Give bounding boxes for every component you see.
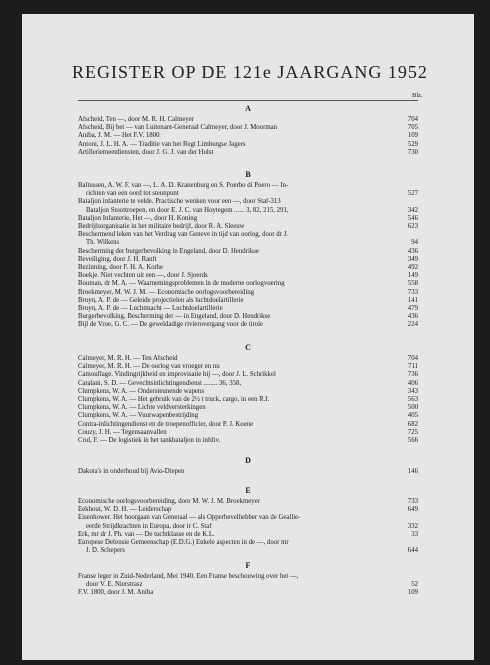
- page-column-label: Blz.: [412, 92, 423, 99]
- entry-text: Burgerbevolking, Bescherming der — in Engeland, door D. Hendrikse: [78, 313, 271, 321]
- entry-text: Eisenhower. Het hoorgaan van Generaal — als Opperbevelhebber van de Geallie-: [78, 514, 301, 522]
- document-page: [22, 14, 474, 660]
- entry-text: Bataljon Infanterie, Het —, door H. Koning: [78, 214, 198, 222]
- section-letter: A: [245, 104, 251, 113]
- index-entry: [78, 305, 418, 313]
- index-entry: [78, 421, 418, 429]
- entry-text: Antoni, J. L. H. A. — Traditie van het Regt Limburgse Jagers: [78, 140, 246, 148]
- entry-page-number: 405: [407, 412, 418, 420]
- entry-text: Bescherming der burgerbevolking in Engeland, door D. Hendrikse: [78, 247, 259, 255]
- entry-text: Franse leger in Zuid-Nederland, Mei 1940. Een Franse beschouwing over het —,: [78, 573, 299, 580]
- section-e: [78, 484, 418, 555]
- header-rule: [78, 100, 418, 101]
- entry-text: Afscheid, Ten —, door M. R. H. Calmeyer: [78, 116, 195, 123]
- index-entry: [78, 124, 418, 132]
- index-entry: [78, 523, 418, 531]
- entry-page-number: 711: [408, 363, 418, 371]
- index-entry: [78, 412, 418, 420]
- index-entry: [78, 280, 418, 288]
- entry-page-number: 343: [407, 387, 418, 395]
- entry-text: Clumpkens, W. A. — Ondersteunende wapens: [78, 387, 205, 395]
- section-d: [78, 454, 418, 476]
- entry-page-number: 529: [407, 140, 418, 148]
- index-entry: [78, 198, 418, 206]
- entry-page-number: 109: [407, 132, 418, 140]
- entry-text: Bataljon infanterie te velde. Practische wenken voor een —, door Staf-313: [78, 198, 281, 206]
- entry-page-number: 623: [407, 223, 418, 231]
- index-entry: [78, 573, 418, 581]
- index-entry: [78, 506, 418, 514]
- index-entry: [78, 514, 418, 522]
- entry-text: Clumpkens, W. A. — Het gebruik van de 2½ t truck, cargo, in een R.I.: [78, 396, 270, 404]
- index-entry: [78, 404, 418, 412]
- index-entry: [78, 313, 418, 321]
- index-entry: [78, 149, 418, 157]
- entry-page-number: 332: [407, 522, 418, 530]
- index-entry: [78, 207, 418, 215]
- section-c: [78, 341, 418, 445]
- entry-text: eerde Strijdkrachten in Europa, door ir C. Staf: [86, 522, 212, 530]
- index-entry: [78, 531, 418, 539]
- section-letter: F: [245, 561, 251, 570]
- entry-page-number: [392, 539, 418, 547]
- entry-page-number: 500: [407, 404, 418, 412]
- entry-text: Camouflage. Vindingrijkheid en improvisatie bij —, door J. L. Schrikkel: [78, 371, 276, 379]
- index-entry: [78, 539, 418, 547]
- section-letter: E: [245, 486, 251, 495]
- index-entry: [78, 589, 418, 597]
- entry-text: Bruyn, A. P. de — Luchtmacht — Luchtdoelartillerie: [78, 305, 223, 313]
- entry-page-number: 109: [407, 589, 418, 597]
- entry-text: door V. E. Nierstrasz: [86, 581, 143, 589]
- entry-page-number: 730: [407, 148, 418, 156]
- entry-page-number: 146: [407, 468, 418, 475]
- index-entry: [78, 289, 418, 297]
- section-letter: B: [245, 170, 251, 179]
- index-entry: [78, 231, 418, 239]
- entry-page-number: 736: [407, 371, 418, 379]
- index-entry: [78, 355, 418, 363]
- entry-page-number: [392, 573, 418, 581]
- section-b: [78, 168, 418, 330]
- entry-text: Clumpkens, W. A. — Lichte veldversterkingen: [78, 404, 206, 412]
- section-letter: C: [245, 343, 251, 352]
- entry-page-number: 33: [411, 530, 418, 538]
- entry-page-number: 406: [407, 379, 418, 387]
- index-entry: [78, 498, 418, 506]
- index-entry: [78, 141, 418, 149]
- entry-page-number: 725: [407, 428, 418, 436]
- index-entry: [78, 239, 418, 247]
- entry-page-number: [392, 231, 418, 239]
- entry-text: Eekhout, W. D. H. — Leiderschap: [78, 506, 172, 514]
- entry-text: Bezinning, door F. H. A. Kothe: [78, 264, 163, 272]
- entry-text: Beschermend leken van het Verdrag van Geneve in tijd van oorlog, door dr J.: [78, 231, 288, 239]
- index-entry: [78, 380, 418, 388]
- entry-page-number: 349: [407, 255, 418, 263]
- entry-page-number: 733: [407, 288, 418, 296]
- entry-text: J. D. Schepers: [86, 547, 125, 555]
- index-entry: [78, 468, 418, 476]
- entry-page-number: 563: [407, 396, 418, 404]
- index-entry: [78, 256, 418, 264]
- index-entry: [78, 272, 418, 280]
- entry-page-number: 558: [407, 280, 418, 288]
- entry-page-number: 436: [407, 247, 418, 255]
- entry-text: Couzy, J. H. — Tegensaanvallen: [78, 428, 167, 436]
- index-entry: [78, 297, 418, 305]
- index-entry: [78, 182, 418, 190]
- entry-page-number: 649: [407, 506, 418, 514]
- index-entry: [78, 264, 418, 272]
- index-entry: [78, 116, 418, 124]
- index-entry: [78, 396, 418, 404]
- entry-page-number: 342: [407, 206, 418, 214]
- entry-page-number: 492: [407, 264, 418, 272]
- entry-text: Aniba, J. M. — Het F.V. 1800: [78, 132, 160, 140]
- entry-page-number: 479: [407, 305, 418, 313]
- section-letter: D: [245, 456, 251, 465]
- entry-text: Broekmeyer, M. W. J. M. — Economische oorlogsvoorbereiding: [78, 288, 255, 296]
- index-entry: [78, 547, 418, 555]
- entry-page-number: 527: [407, 190, 418, 198]
- page-title: REGISTER OP DE 121e JAARGANG 1952: [72, 62, 428, 82]
- entry-page-number: 733: [407, 498, 418, 505]
- entry-page-number: 94: [411, 239, 418, 247]
- section-f: [78, 559, 418, 598]
- entry-page-number: 704: [407, 355, 418, 362]
- entry-page-number: 141: [407, 296, 418, 304]
- section-a: [78, 102, 418, 157]
- entry-text: Baltussen, A. W. F. van —, L. A. D. Kranenburg en S. Poerbo di Poero — In-: [78, 182, 289, 189]
- entry-text: Europese Defensie Gemeenschap (E.D.G.) Enkele aspecten in de —, door mr: [78, 539, 289, 547]
- entry-text: F.V. 1800, door J. M. Aniba: [78, 589, 154, 597]
- index-entry: [78, 388, 418, 396]
- index-entry: [78, 437, 418, 445]
- entry-text: Crul, F. — De logistiek in het tankbataljon in infdiv.: [78, 437, 221, 445]
- entry-text: Erk, mr dr J. Ph. van — De tuchtklasse en de K.L.: [78, 530, 215, 538]
- entry-page-number: 546: [407, 214, 418, 222]
- entry-text: Contra-inlichtingendienst en de troepenofficier, door P. J. Koene: [78, 420, 254, 428]
- entry-page-number: [392, 198, 418, 206]
- index-entry: [78, 429, 418, 437]
- entry-page-number: 644: [407, 547, 418, 555]
- index-entry: [78, 132, 418, 140]
- entry-page-number: 224: [407, 321, 418, 329]
- entry-text: Beveiliging, door J. H. Ranft: [78, 255, 157, 263]
- entry-text: Clumpkens, W. A. — Vuurwapenbestrijding: [78, 412, 199, 420]
- entry-page-number: [392, 182, 418, 190]
- index-entry: [78, 215, 418, 223]
- entry-text: Bouman, dr M. A. — Waarnemingsproblemen in de moderne oorlogvoering: [78, 280, 285, 288]
- entry-page-number: 705: [407, 124, 418, 132]
- entry-page-number: 149: [407, 272, 418, 280]
- entry-page-number: 682: [407, 420, 418, 428]
- entry-text: Th. Wilkens: [86, 239, 120, 247]
- entry-text: Calmeyer, M. R. H. — De oorlog van vroeger en nu: [78, 363, 220, 371]
- entry-page-number: 704: [407, 116, 418, 123]
- entry-text: Bedrijfsorganisatie in het militaire bedrijf, door R. A. Sleeuw: [78, 223, 245, 231]
- index-entry: [78, 363, 418, 371]
- entry-text: Dakota's in onderhoud bij Avio-Diepen: [78, 468, 185, 475]
- index-entry: [78, 190, 418, 198]
- index-entry: [78, 223, 418, 231]
- entry-text: richten van een oord tot steunpunt: [86, 190, 179, 198]
- entry-page-number: 566: [407, 437, 418, 445]
- entry-text: Afscheid, Bij het — van Luitenant-Generaal Calmeyer, door J. Moorman: [78, 124, 278, 132]
- entry-text: Artilleriemeetdiensten, door J. G. J. van der Hulst: [78, 148, 214, 156]
- entry-text: Bijl de Vroe, G. C. — De geweldadige rivierovergang voor de tirole: [78, 321, 264, 329]
- index-entry: [78, 321, 418, 329]
- entry-text: Boekje. Niet vechten uit een —, door J. Sjoerds: [78, 272, 208, 280]
- index-entry: [78, 248, 418, 256]
- entry-page-number: [392, 514, 418, 522]
- entry-text: Economische oorlogsvoorbereiding, door M. W. J. M. Broekmeyer: [78, 498, 260, 505]
- entry-text: Bataljon Stoottroepen, en door E. J. C. van Hoytegem ...... 3, 82, 215, 291,: [86, 206, 289, 214]
- entry-text: Calmeyer, M. R. H. — Ten Afscheid: [78, 355, 178, 362]
- entry-text: Catalani, S. D. — Gevechtsinlichtingendienst ........ 36, 358,: [78, 379, 242, 387]
- index-entry: [78, 371, 418, 379]
- index-entry: [78, 581, 418, 589]
- entry-page-number: 52: [411, 581, 418, 589]
- entry-page-number: 436: [407, 313, 418, 321]
- entry-text: Bruyn, A. P. de — Geleide projectielen als luchtdoelartillerie: [78, 296, 244, 304]
